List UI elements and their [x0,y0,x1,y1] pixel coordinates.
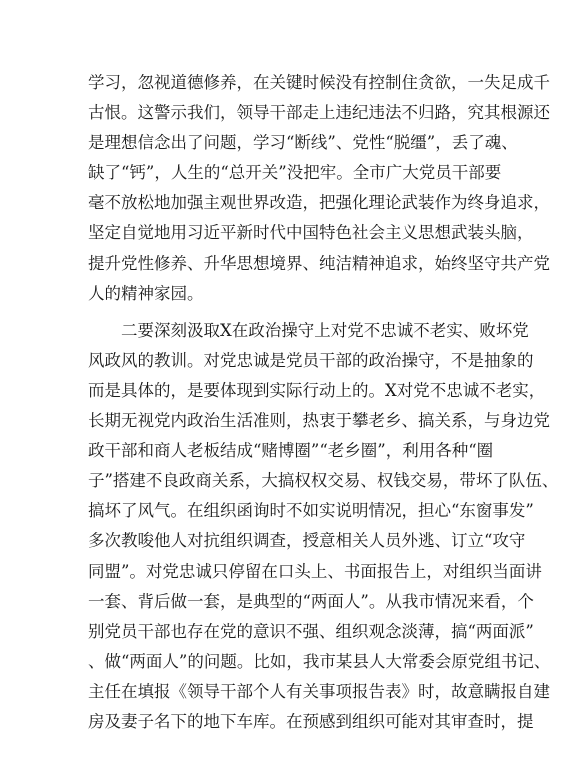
paragraph-2 [88,316,559,737]
text-line: 风政风的教训。对党忠诚是党员干部的政治操守，不是抽象的 [88,350,534,370]
text-line: 房及妻子名下的地下车库。在预感到组织可能对其审查时，提 [88,711,534,731]
text-line: 毫不放松地加强主观世界改造，把强化理论武装作为终身追求， [88,193,550,213]
text-line: 同盟”。对党忠诚只停留在口头上、书面报告上，对组织当面讲 [88,561,542,581]
text-line: 人的精神家园。 [88,283,204,303]
text-line: 是理想信念出了问题，学习“断线”、党性“脱缰”，丢了魂、 [88,133,518,153]
text-line: 子”搭建不良政商关系，大搞权权交易、权钱交易，带坏了队伍、 [88,471,559,491]
text-line: 政干部和商人老板结成“赌博圈”“老乡圈”，利用各种“圈 [88,441,494,461]
body-text [88,68,559,737]
text-line: 缺了“钙”，人生的“总开关”没把牢。全市广大党员干部要 [88,163,502,183]
paragraph-spacer [88,309,508,316]
text-line: 别党员干部也存在党的意识不强、组织观念淡薄，搞“两面派” [88,621,534,641]
text-line: 、做“两面人”的问题。比如，我市某县人大常委会原党组书记、 [88,651,551,671]
text-line: 一套、背后做一套，是典型的“两面人”。从我市情况来看，个 [88,591,534,611]
text-line: 古恨。这警示我们，领导干部走上违纪违法不归路，究其根源还 [88,103,550,123]
text-line: 搞坏了风气。在组织函询时不如实说明情况，担心“东窗事发” [88,501,534,521]
text-line: 提升党性修养、升华思想境界、纯洁精神追求，始终坚守共产党 [88,253,550,273]
text-line: 二要深刻汲取X在政治操守上对党不忠诚不老实、败坏党 [88,320,529,340]
text-line: 主任在填报《领导干部个人有关事项报告表》时，故意瞒报自建 [88,681,550,701]
text-line: 而是具体的，是要体现到实际行动上的。X对党不忠诚不老实， [88,380,546,400]
text-line: 多次教唆他人对抗组织调查，授意相关人员外逃、订立“攻守 [88,531,526,551]
text-line: 学习，忽视道德修养，在关键时候没有控制住贪欲，一失足成千 [88,73,550,92]
paragraph-1 [88,68,550,309]
text-line: 长期无视党内政治生活准则，热衷于攀老乡、搞关系，与身边党 [88,411,550,431]
text-line: 坚定自觉地用习近平新时代中国特色社会主义思想武装头脑， [88,223,534,243]
